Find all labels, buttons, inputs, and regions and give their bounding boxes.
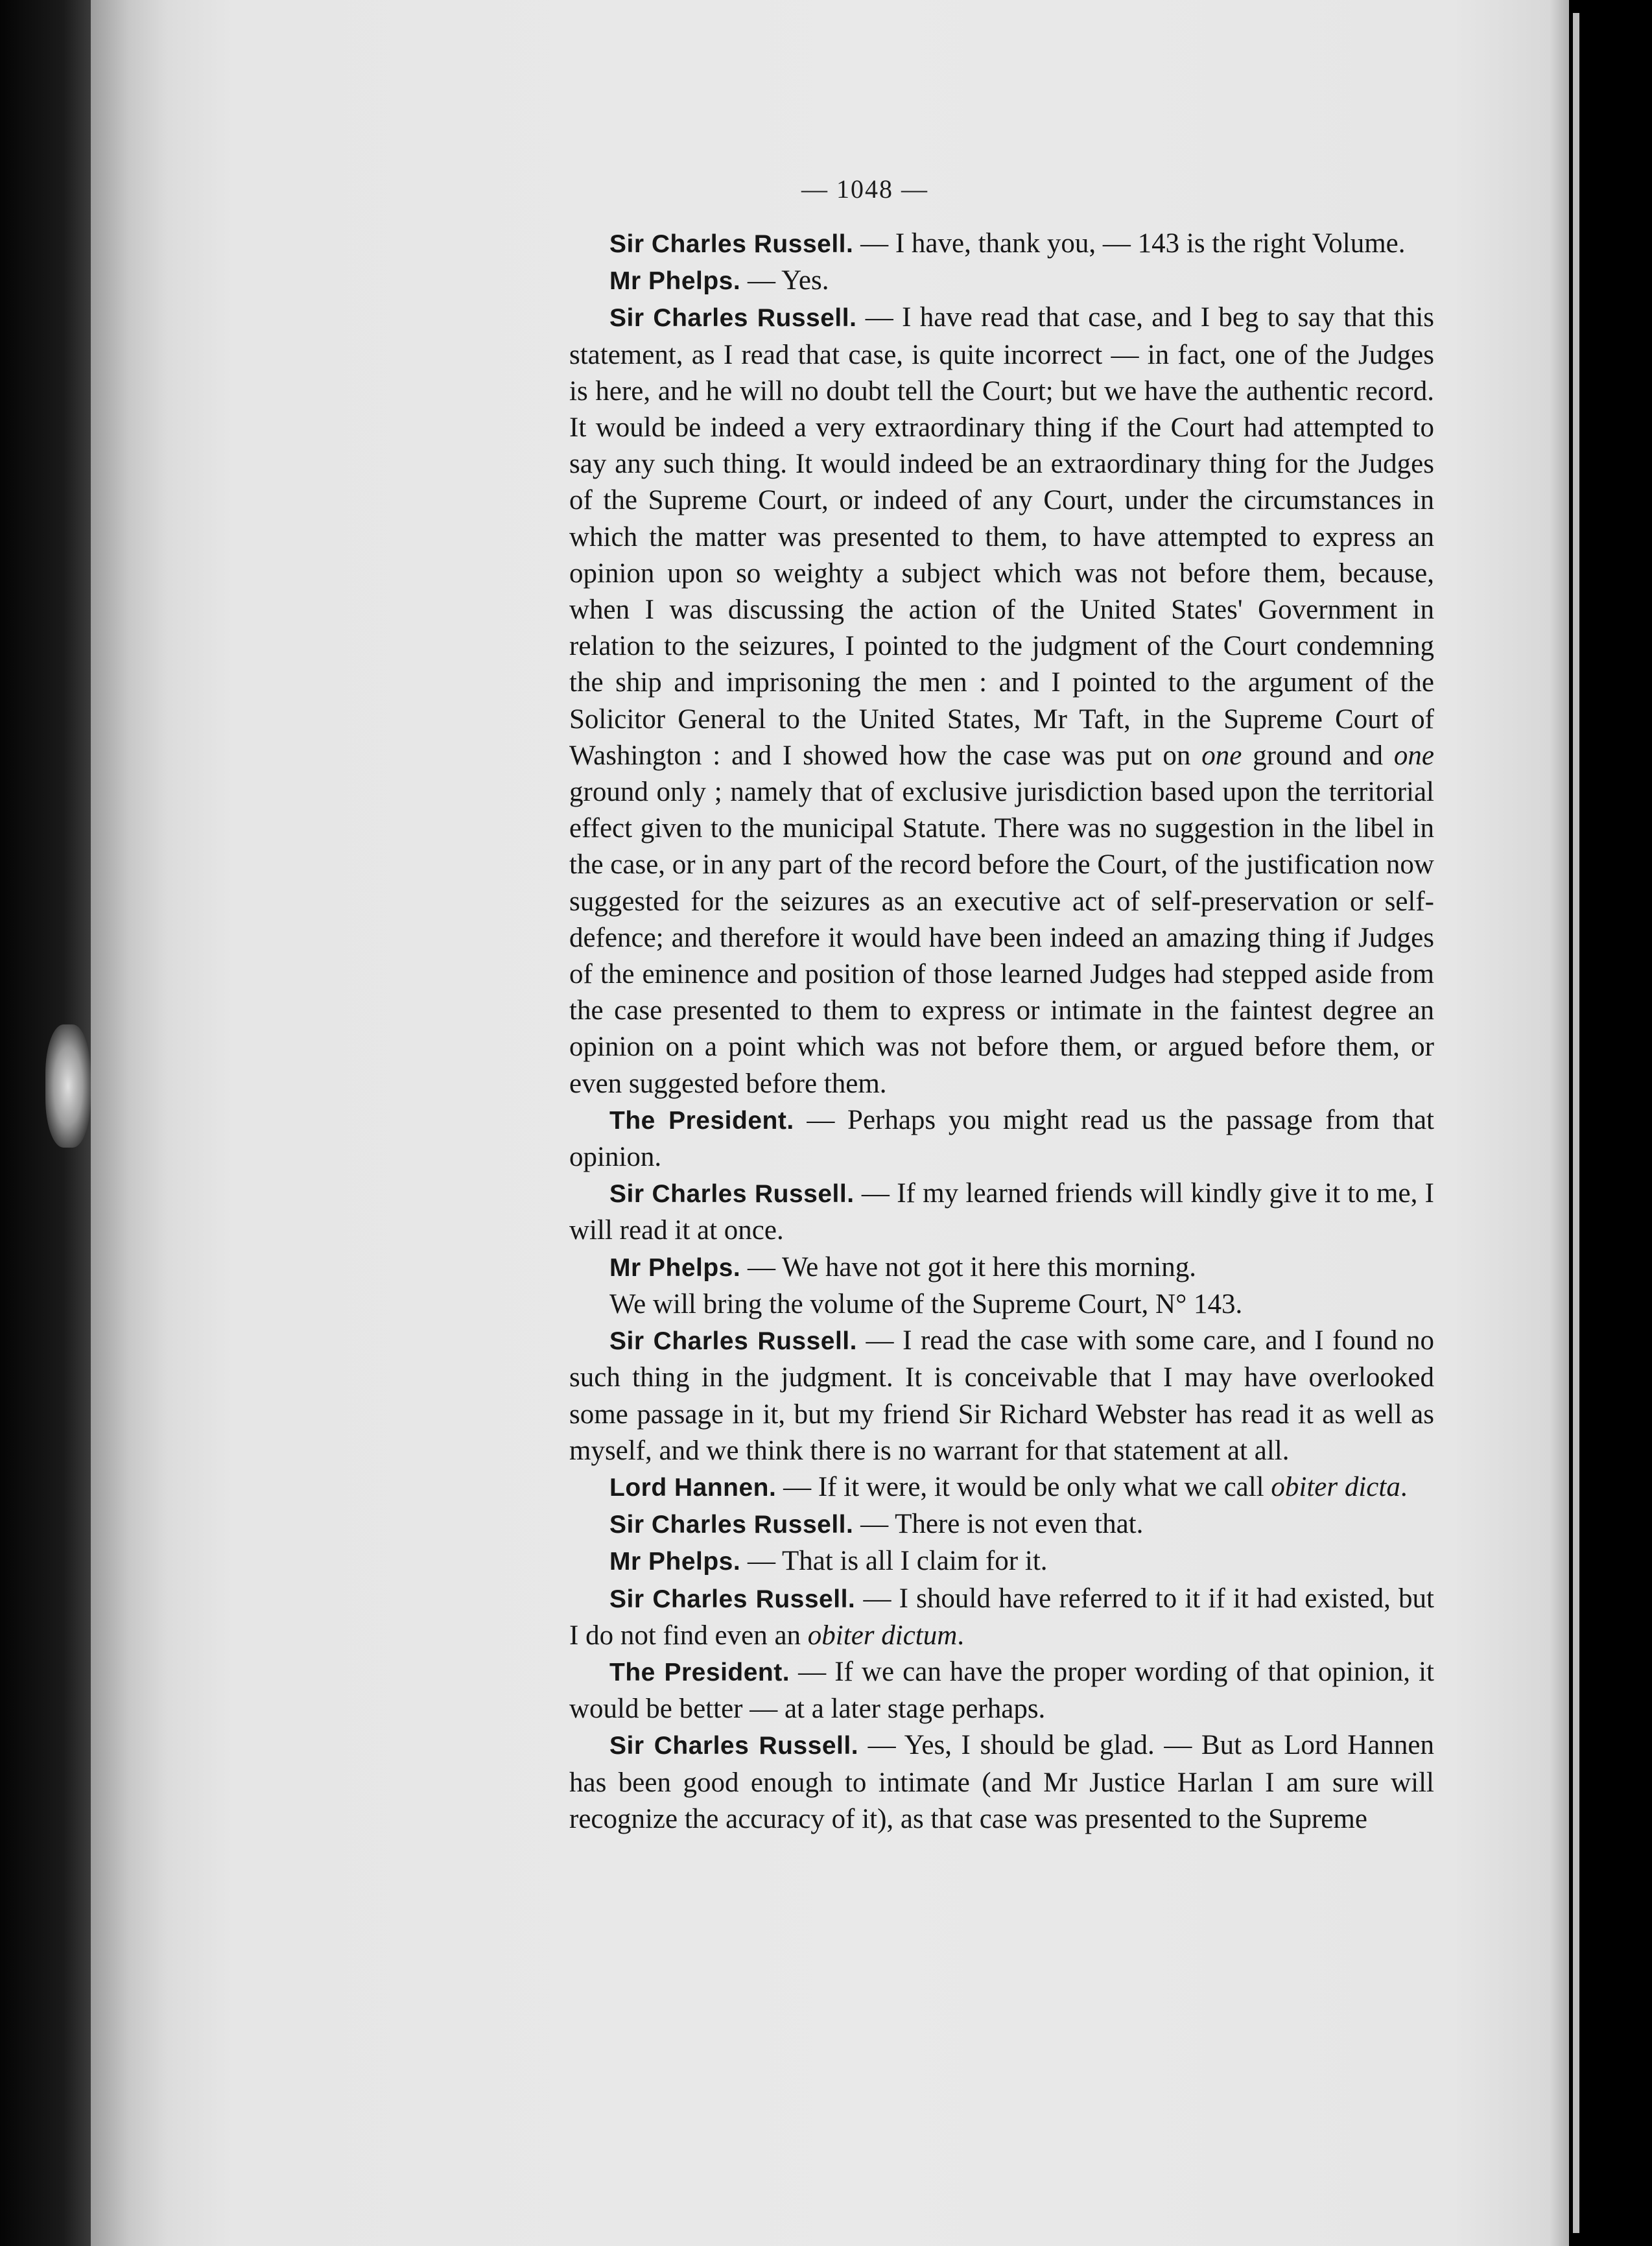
page-edge-shadow — [1569, 0, 1652, 2246]
speech-text: . — [1400, 1471, 1408, 1502]
speaker-name: Sir Charles Russell. — [609, 1585, 856, 1613]
paragraph-4 — [569, 1102, 1434, 1176]
speech-text: ground only ; namely that of exclusive jurisdiction based upon the territorial effect given to the municipal Statute. There was no suggestion in the libel in the case, or in any part of the record before the Court, of the justification now suggested for the seizures as an executive act of self-preservation or self-defence; and therefore it would have been indeed an amazing thing if Judges of the eminence and position of those learned Judges had stepped aside from the case presented to them to express or intimate in the faintest degree an opinion on a point which was not before them, or argued before them, or even suggested before them. — [569, 777, 1434, 1099]
paragraph-9 — [569, 1469, 1434, 1506]
speaker-name: Sir Charles Russell. — [609, 1327, 857, 1356]
speech-text: — I have, thank you, — 143 is the right Volume. — [853, 228, 1406, 259]
speaker-name: Sir Charles Russell. — [609, 304, 857, 333]
speaker-name: Sir Charles Russell. — [609, 1732, 859, 1760]
speaker-name: The President. — [609, 1658, 790, 1686]
transcript-body — [569, 226, 1434, 1838]
speaker-name: Sir Charles Russell. — [609, 1511, 854, 1539]
speech-text: We will bring the volume of the Supreme Court, N° 143. — [609, 1288, 1243, 1319]
emphasis-text: obiter dictum — [807, 1620, 958, 1651]
speech-text: — There is not even that. — [853, 1509, 1144, 1540]
paragraph-14 — [569, 1727, 1434, 1838]
paragraph-2 — [569, 263, 1434, 300]
paragraph-13 — [569, 1654, 1434, 1727]
paragraph-3 — [569, 300, 1434, 1102]
speech-text: — If my learned friends will kindly give it to me, I will read it at once. — [569, 1178, 1434, 1246]
speech-text: — Yes, I should be glad. — But as Lord Hannen has been good enough to intimate (and Mr Justice Harlan I am sure will recognize the accuracy of it), as that case was presented to the Supreme — [569, 1730, 1434, 1834]
speaker-name: Lord Hannen. — [609, 1473, 777, 1502]
emphasis-text: obiter dicta — [1271, 1471, 1400, 1502]
speaker-name: The President. — [609, 1106, 794, 1135]
speech-text: — That is all I claim for it. — [740, 1546, 1048, 1577]
speech-text: — If we can have the proper wording of that opinion, it would be better — at a later stage perhaps. — [569, 1656, 1435, 1725]
speech-text: ground and — [1242, 740, 1394, 771]
paragraph-1 — [569, 226, 1434, 263]
speech-text: — We have not got it here this morning. — [740, 1251, 1196, 1283]
speaker-name: Sir Charles Russell. — [609, 1180, 855, 1209]
speech-text: — Perhaps you might read us the passage from that opinion. — [569, 1104, 1434, 1173]
next-page-edge — [1573, 13, 1579, 2233]
paragraph-12 — [569, 1581, 1434, 1654]
paragraph-8 — [569, 1323, 1434, 1469]
speech-text: — I read the case with some care, and I found no such thing in the judgment. It is conceivable that I may have overlooked some passage in it, but my friend Sir Richard Webster has read it as well as myself, and we think there is no warrant for that statement at all. — [569, 1325, 1434, 1466]
speaker-name: Mr Phelps. — [609, 267, 741, 296]
speaker-name: Mr Phelps. — [609, 1548, 741, 1576]
paragraph-10 — [569, 1506, 1434, 1543]
page-number: — 1048 — — [801, 174, 928, 204]
speech-text: . — [957, 1620, 965, 1651]
emphasis-text: one — [1393, 740, 1434, 771]
speech-text: — I have read that case, and I beg to say that this statement, as I read that case, is quite incorrect — in fact, one of the Judges is here, and he will no doubt tell the Court; but we have the authentic record. It would be indeed a very extraordinary thing if the Court had attempted to say any such thing. It would indeed be an extraordinary thing for the Judges of the Supreme Court, or indeed of any Court, under the circumstances in which the matter was presented to them, to have attempted to express an opinion upon so weighty a subject which was not before them, because, when I was discussing the action of the United States' Government in relation to the seizures, I pointed to the judgment of the Court condemning the ship and imprisoning the men : and I pointed to the argument of the Solicitor General to the United States, Mr Taft, in the Supreme Court of Washington : and I showed how the case was put on — [569, 302, 1434, 771]
speech-text: — If it were, it would be only what we call — [776, 1471, 1271, 1502]
paragraph-5 — [569, 1176, 1434, 1249]
emphasis-text: one — [1201, 740, 1242, 771]
speaker-name: Sir Charles Russell. — [609, 230, 854, 258]
speech-text: — I should have referred to it if it had existed, but I do not find even an — [569, 1583, 1434, 1651]
paragraph-11 — [569, 1543, 1434, 1580]
paragraph-6 — [569, 1249, 1434, 1286]
speech-text: — Yes. — [740, 265, 829, 296]
speaker-name: Mr Phelps. — [609, 1253, 741, 1282]
binding-stain — [45, 1024, 91, 1148]
paragraph-7 — [569, 1286, 1434, 1323]
